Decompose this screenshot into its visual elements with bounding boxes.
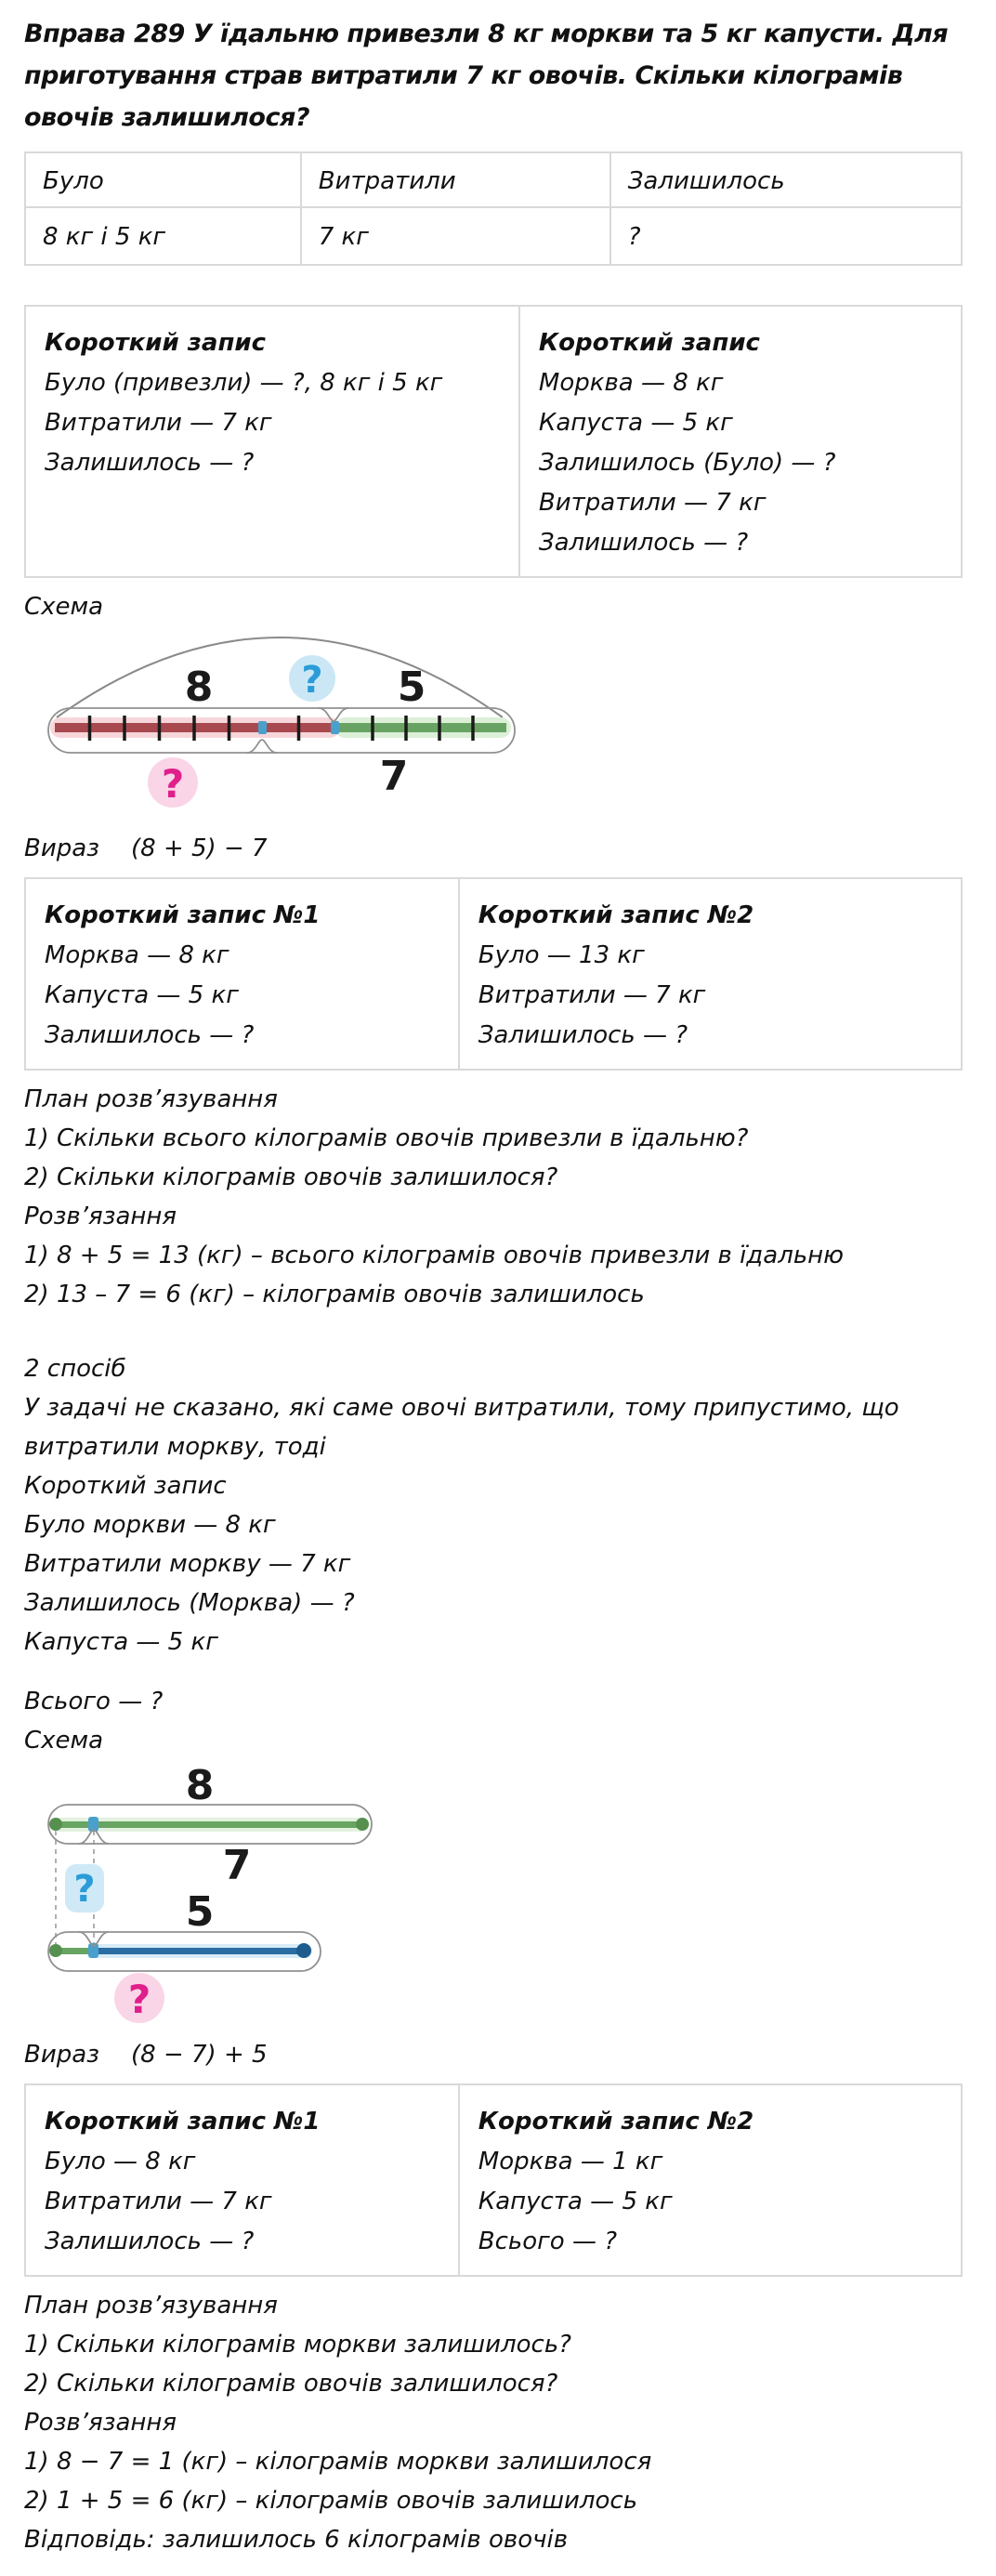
method2-title: 2 спосіб xyxy=(24,1355,126,1383)
cabbage-amount-label: 5 xyxy=(397,664,426,711)
cabbage-amount-label: 5 xyxy=(185,1888,215,1936)
carrots-amount-label: 8 xyxy=(184,664,214,711)
summary-header-was: Було xyxy=(25,152,301,207)
short-record-table-1 xyxy=(24,305,963,578)
method2-record-line: Було моркви — 8 кг xyxy=(24,1511,276,1539)
short-record-title: Короткий запис №2 xyxy=(478,901,754,929)
short-record-line: Морква — 8 кг xyxy=(538,369,724,397)
short-record-title: Короткий запис xyxy=(45,329,267,357)
short-record-3-left-cell xyxy=(25,2084,459,2276)
short-record-line: Витратили — 7 кг xyxy=(538,489,767,517)
short-record-line: Капуста — 5 кг xyxy=(45,981,239,1009)
short-record-line: Морква — 8 кг xyxy=(45,941,229,969)
short-record-line: Було — 13 кг xyxy=(478,941,645,969)
answer-line: Відповідь: залишилось 6 кілограмів овочів xyxy=(24,2526,569,2554)
short-record-line: Залишилось — ? xyxy=(45,2228,255,2255)
short-record-2-left-cell xyxy=(25,878,459,1070)
summary-cell-left: ? xyxy=(610,207,962,265)
method2-record-title: Короткий запис xyxy=(24,1472,227,1500)
section-gap xyxy=(24,1314,963,1349)
bottom-notch xyxy=(247,740,277,753)
plan1-title: План розв’язування xyxy=(24,1085,278,1113)
short-record-line: Було (привезли) — ?, 8 кг і 5 кг xyxy=(45,369,443,397)
method2-total-line: Всього — ? xyxy=(24,1688,164,1715)
summary-header-left: Залишилось xyxy=(610,152,962,207)
summary-cell-was: 8 кг і 5 кг xyxy=(25,207,301,265)
total-question-mark: ? xyxy=(127,1977,151,2022)
plan2-item: 2) Скільки кілограмів овочів залишилося? xyxy=(24,2370,558,2398)
solution1-title: Розв’язання xyxy=(24,1203,177,1230)
summary-header-spent: Витратили xyxy=(301,152,610,207)
short-record-title: Короткий запис №1 xyxy=(45,901,321,929)
had-bar-right-dot xyxy=(356,1818,369,1831)
left-question-mark: ? xyxy=(73,1868,96,1911)
summary-table xyxy=(24,151,963,266)
short-record-title: Короткий запис №2 xyxy=(478,2108,754,2136)
schema1-diagram xyxy=(24,626,531,823)
cabbage-bar xyxy=(339,723,506,732)
plan2-title: План розв’язування xyxy=(24,2292,278,2320)
method2-record-line: Витратили моркву — 7 кг xyxy=(24,1550,351,1578)
spent-amount-label: 7 xyxy=(222,1842,252,1889)
expression1-line xyxy=(24,829,963,868)
expression2-line xyxy=(24,2035,963,2074)
summary-table-data-row xyxy=(25,207,962,265)
solution1-step: 1) 8 + 5 = 13 (кг) – всього кілограмів овочів привезли в їдальню xyxy=(24,1242,845,1269)
short-record-line: Морква — 1 кг xyxy=(478,2148,663,2175)
summary-table-header-row xyxy=(25,152,962,207)
spent-amount-label: 7 xyxy=(379,753,409,800)
total-bar-left-dot xyxy=(49,1944,62,1957)
solution1-step: 2) 13 – 7 = 6 (кг) – кілограмів овочів залишилось xyxy=(24,1281,645,1308)
exercise-title: Вправа 289 У їдальню привезли 8 кг моркви та 5 кг капусти. Для приготування страв витратили 7 кг овочів. Скільки кілограмів овочів залишилося? xyxy=(24,20,949,132)
short-record-1-left-cell xyxy=(25,306,519,577)
short-record-line: Було — 8 кг xyxy=(45,2148,196,2175)
expression2-value: (8 − 7) + 5 xyxy=(131,2041,268,2069)
short-record-line: Капуста — 5 кг xyxy=(538,409,733,437)
short-record-line: Капуста — 5 кг xyxy=(478,2188,673,2215)
solution2-step: 2) 1 + 5 = 6 (кг) – кілограмів овочів залишилось xyxy=(24,2487,638,2515)
expression2-label: Вираз xyxy=(24,2041,99,2069)
short-record-1-right-cell xyxy=(519,306,962,577)
short-record-line: Всього — ? xyxy=(478,2228,618,2255)
method2-record-line: Залишилось (Морква) — ? xyxy=(24,1589,355,1617)
short-record-line: Витратили — 7 кг xyxy=(45,409,272,437)
method2-record-line: Капуста — 5 кг xyxy=(24,1628,218,1656)
short-record-line: Залишилось (Було) — ? xyxy=(538,449,836,477)
schema2-label: Схема xyxy=(24,1727,104,1755)
remainder-question-mark: ? xyxy=(161,761,185,807)
solution2-step: 1) 8 − 7 = 1 (кг) – кілограмів моркви залишилося xyxy=(24,2448,652,2476)
short-record-title: Короткий запис №1 xyxy=(45,2108,321,2136)
short-record-table-2 xyxy=(24,877,963,1071)
boundary-marker-remainder xyxy=(258,721,267,734)
expression1-label: Вираз xyxy=(24,835,99,862)
method2-note: У задачі не сказано, які саме овочі витратили, тому припустимо, що витратили моркву, тоді xyxy=(24,1394,899,1461)
total-bar-right-dot xyxy=(296,1943,311,1958)
short-record-2-right-cell xyxy=(459,878,962,1070)
had-bar-left-dot xyxy=(49,1818,62,1831)
solution2-title: Розв’язання xyxy=(24,2409,177,2437)
had-bar xyxy=(56,1821,362,1828)
short-record-line: Витратили — 7 кг xyxy=(45,2188,272,2215)
plan1-item: 2) Скільки кілограмів овочів залишилося? xyxy=(24,1163,558,1191)
short-record-line: Витратили — 7 кг xyxy=(478,981,706,1009)
total-arc xyxy=(57,637,503,717)
short-record-line: Залишилось — ? xyxy=(478,1021,688,1049)
expression1-value: (8 + 5) − 7 xyxy=(131,835,268,862)
schema2-diagram xyxy=(28,1760,530,2030)
short-record-title: Короткий запис xyxy=(538,329,760,357)
total-question-mark: ? xyxy=(301,659,323,702)
short-record-line: Залишилось — ? xyxy=(538,529,749,557)
had-amount-label: 8 xyxy=(185,1762,215,1809)
short-record-3-right-cell xyxy=(459,2084,962,2276)
section-gap xyxy=(24,1662,963,1682)
short-record-table-3 xyxy=(24,2083,963,2277)
short-record-line: Залишилось — ? xyxy=(45,449,255,477)
total-bar-cabbage xyxy=(94,1948,304,1954)
summary-cell-spent: 7 кг xyxy=(301,207,610,265)
boundary-marker-cabbage xyxy=(331,721,339,734)
plan1-item: 1) Скільки всього кілограмів овочів привезли в їдальню? xyxy=(24,1124,749,1152)
schema1-label: Схема xyxy=(24,593,104,621)
short-record-line: Залишилось — ? xyxy=(45,1021,255,1049)
plan2-item: 1) Скільки кілограмів моркви залишилось? xyxy=(24,2331,571,2359)
